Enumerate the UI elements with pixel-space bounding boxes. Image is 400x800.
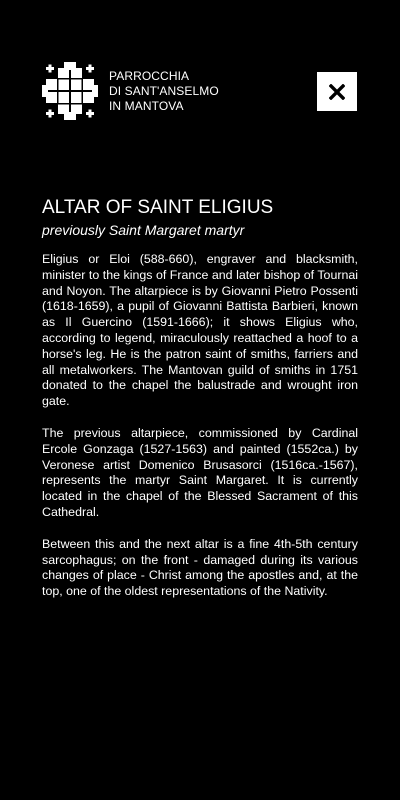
parish-name-line-1: PARROCCHIA bbox=[109, 69, 190, 83]
parish-name-line-3: IN MANTOVA bbox=[109, 99, 184, 113]
jerusalem-cross-logo-icon bbox=[42, 62, 98, 120]
article bbox=[42, 196, 358, 616]
parish-name bbox=[109, 69, 219, 114]
article-paragraph-3: Between this and the next altar is a fine 4th-5th century sarcophagus; on the front - damaged during its various changes of place - Christ among the apostles and, at the top, one of the oldest representations of the Nativity. bbox=[42, 536, 358, 599]
parish-name-line-2: DI SANT'ANSELMO bbox=[109, 84, 219, 98]
header bbox=[0, 0, 400, 130]
page-title: ALTAR OF SAINT ELIGIUS bbox=[42, 197, 274, 218]
close-icon bbox=[329, 84, 345, 100]
close-button[interactable] bbox=[317, 72, 357, 111]
article-paragraph-2: The previous altarpiece, commissioned by Cardinal Ercole Gonzaga (1527-1563) and painted (1552ca.) by Veronese artist Domenico Brusasorci (1516ca.-1567), represents the martyr Saint Margaret. It is currently located in the chapel of the Blessed Sacrament of this Cathedral. bbox=[42, 425, 358, 519]
page-subtitle: previously Saint Margaret martyr bbox=[42, 222, 245, 238]
article-paragraph-1: Eligius or Eloi (588-660), engraver and blacksmith, minister to the kings of France and later bishop of Tournai and Noyon. The altarpiece is by Giovanni Pietro Possenti (1618-1659), a pupil of Giovanni Battista Barbieri, known as Il Guercino (1591-1666); it shows Eligius who, according to legend, miraculously reattached a hoof to a horse's leg. He is the patron saint of smiths, farriers and all metalworkers. The Mantovan guild of smiths in 1751 donated to the chapel the balustrade and wrought iron gate. bbox=[42, 252, 358, 409]
